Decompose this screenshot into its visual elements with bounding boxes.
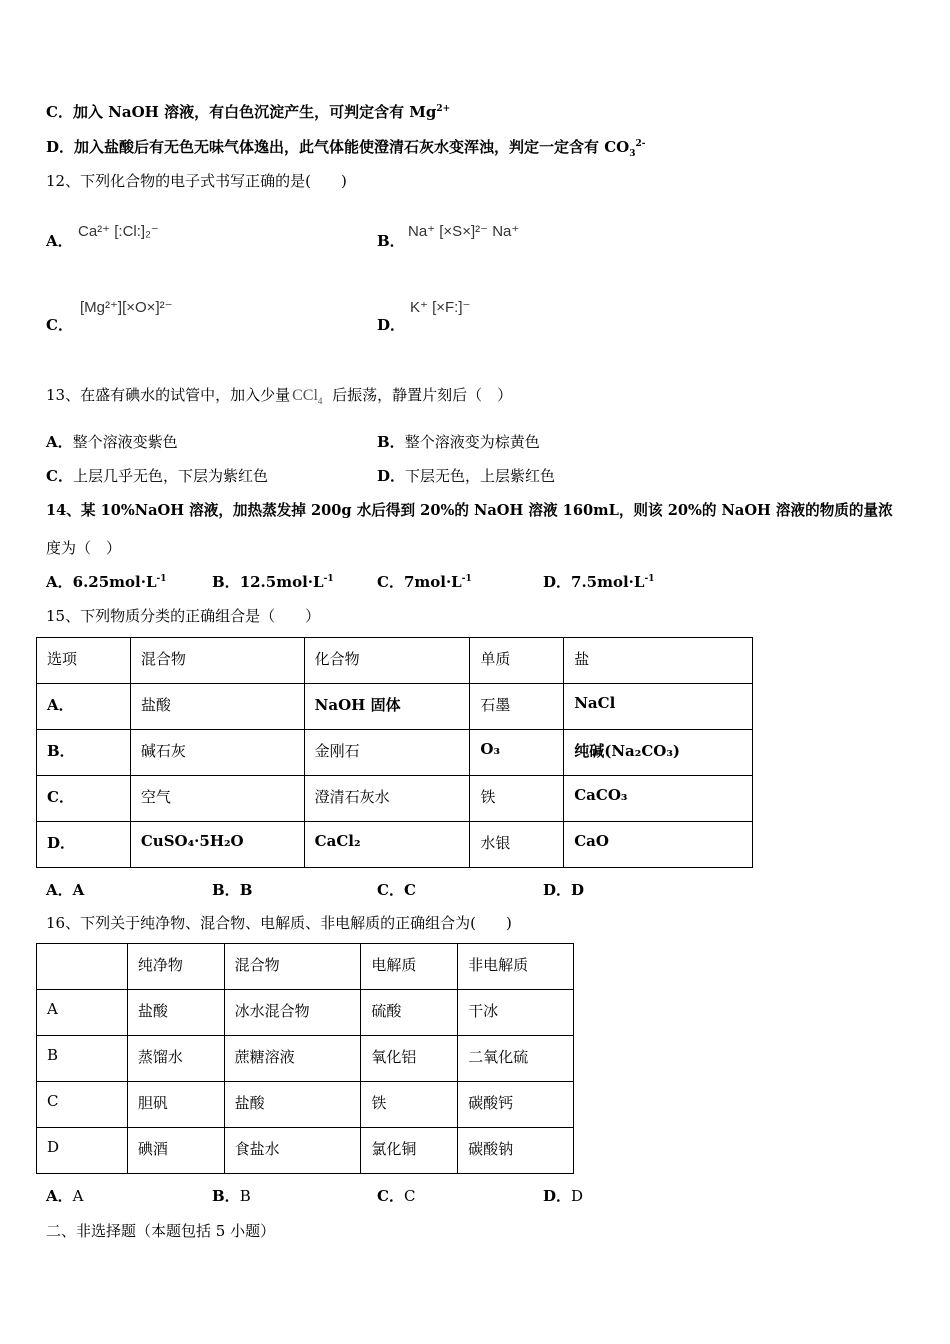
q14-stem-line2: 度为（ ） xyxy=(46,539,122,557)
table-row xyxy=(37,776,753,822)
option-text: B xyxy=(239,881,253,899)
table-row xyxy=(37,1036,574,1082)
superscript: 2+ xyxy=(436,104,451,114)
option-label: C． xyxy=(377,1187,404,1205)
table-cell: 胆矾 xyxy=(127,1082,224,1128)
q11-option-c xyxy=(46,102,450,122)
q13-option-c xyxy=(46,466,268,486)
superscript: -1 xyxy=(323,574,334,584)
q15-answer-c xyxy=(377,880,416,900)
q13-stem xyxy=(46,385,512,405)
table-row xyxy=(37,990,574,1036)
option-label: D． xyxy=(543,1187,572,1205)
table-header-cell: 选项 xyxy=(37,638,131,684)
table-cell: 澄清石灰水 xyxy=(304,776,470,822)
option-text: 加入盐酸后有无色无味气体逸出，此气体能使澄清石灰水变浑浊，判定一定含有 CO xyxy=(74,138,630,156)
table-cell: 冰水混合物 xyxy=(224,990,361,1036)
table-row xyxy=(37,1128,574,1174)
table-cell: O₃ xyxy=(470,730,564,776)
option-label: A． xyxy=(46,881,73,899)
table-cell: 空气 xyxy=(130,776,304,822)
table-header-cell: 盐 xyxy=(564,638,753,684)
option-text: 整个溶液变紫色 xyxy=(72,433,178,451)
table-cell: 氯化铜 xyxy=(361,1128,458,1174)
table-cell: A． xyxy=(37,684,131,730)
option-text: A xyxy=(72,1187,84,1205)
superscript: -1 xyxy=(461,574,472,584)
q12-option-b-label: B． xyxy=(377,232,405,250)
table-header-cell xyxy=(37,944,128,990)
q12-option-b-formula: Na⁺ [×S×]²⁻ Na⁺ xyxy=(408,223,520,240)
table-header-cell: 非电解质 xyxy=(458,944,574,990)
table-cell: 纯碱(Na₂CO₃) xyxy=(564,730,753,776)
option-text: 7.5mol·L xyxy=(571,573,645,591)
table-cell: C． xyxy=(37,776,131,822)
q16-answer-b xyxy=(212,1186,251,1206)
q12-option-d-label: D． xyxy=(377,316,406,334)
reagent-text: CCl xyxy=(292,387,318,404)
q14-option-c xyxy=(377,572,472,592)
table-cell: 干冰 xyxy=(458,990,574,1036)
table-cell: 铁 xyxy=(470,776,564,822)
option-label: B． xyxy=(212,573,240,591)
option-label: C． xyxy=(46,103,73,121)
q15-answer-b xyxy=(212,880,252,900)
q15-answer-a xyxy=(46,880,84,900)
table-cell: C xyxy=(37,1082,128,1128)
table-cell: 蒸馏水 xyxy=(127,1036,224,1082)
superscript: -1 xyxy=(644,574,655,584)
option-label: B． xyxy=(212,881,240,899)
table-row xyxy=(37,730,753,776)
q13-option-b xyxy=(377,432,540,452)
option-label: C． xyxy=(46,467,73,485)
table-cell: 碱石灰 xyxy=(130,730,304,776)
option-text: 加入 NaOH 溶液，有白色沉淀产生，可判定含有 Mg xyxy=(72,103,437,121)
option-text: A xyxy=(72,881,85,899)
option-label: D． xyxy=(543,881,572,899)
table-cell: CuSO₄·5H₂O xyxy=(130,822,304,868)
table-header-cell: 纯净物 xyxy=(127,944,224,990)
q15-table xyxy=(36,637,753,868)
table-header-cell: 电解质 xyxy=(361,944,458,990)
table-header-row xyxy=(37,944,574,990)
superscript: 2- xyxy=(635,139,646,149)
option-label: A． xyxy=(46,1187,73,1205)
table-cell: CaCl₂ xyxy=(304,822,470,868)
table-header-cell: 化合物 xyxy=(304,638,470,684)
table-row xyxy=(37,1082,574,1128)
q11-option-d xyxy=(46,137,646,157)
option-text: 7mol·L xyxy=(403,573,462,591)
table-cell: 盐酸 xyxy=(130,684,304,730)
option-label: D． xyxy=(543,573,572,591)
q14-option-d xyxy=(543,572,654,592)
table-cell: A xyxy=(37,990,128,1036)
table-cell: 碳酸钠 xyxy=(458,1128,574,1174)
q14-option-a xyxy=(46,572,167,592)
q12-option-c-label: C． xyxy=(46,316,73,334)
option-text: C xyxy=(403,881,416,899)
table-cell: 二氧化硫 xyxy=(458,1036,574,1082)
superscript: -1 xyxy=(156,574,167,584)
table-cell: 碳酸钙 xyxy=(458,1082,574,1128)
stem-text: 后振荡，静置片刻后（ ） xyxy=(332,386,513,404)
table-cell: 蔗糖溶液 xyxy=(224,1036,361,1082)
table-cell: 石墨 xyxy=(470,684,564,730)
table-header-cell: 混合物 xyxy=(130,638,304,684)
q13-option-a xyxy=(46,432,178,452)
option-label: C． xyxy=(377,881,404,899)
option-text: 6.25mol·L xyxy=(72,573,157,591)
table-cell: B． xyxy=(37,730,131,776)
subscript: 3 xyxy=(629,149,636,159)
option-label: C． xyxy=(377,573,404,591)
option-text: 整个溶液变为棕黄色 xyxy=(404,433,540,451)
q16-table xyxy=(36,943,574,1174)
table-header-cell: 单质 xyxy=(470,638,564,684)
q12-option-a-formula: Ca²⁺ [:Cl:]₂⁻ xyxy=(78,223,159,240)
option-text: C xyxy=(403,1187,416,1205)
option-label: B． xyxy=(212,1187,240,1205)
table-cell: 硫酸 xyxy=(361,990,458,1036)
section-2-title: 二、非选择题（本题包括 5 小题） xyxy=(46,1222,276,1240)
option-text: 下层无色，上层紫红色 xyxy=(405,467,556,485)
q12-option-c-formula: [Mg²⁺][×O×]²⁻ xyxy=(80,299,173,316)
table-cell: 水银 xyxy=(470,822,564,868)
table-cell: 盐酸 xyxy=(127,990,224,1036)
q13-option-d xyxy=(377,466,555,486)
table-cell: CaO xyxy=(564,822,753,868)
table-row xyxy=(37,822,753,868)
table-header-row xyxy=(37,638,753,684)
option-label: A． xyxy=(46,433,73,451)
table-cell: D． xyxy=(37,822,131,868)
option-label: B． xyxy=(377,433,405,451)
table-cell: D xyxy=(37,1128,128,1174)
option-label: D． xyxy=(46,138,75,156)
q16-stem: 16、下列关于纯净物、混合物、电解质、非电解质的正确组合为( ) xyxy=(46,914,512,932)
option-text: 上层几乎无色，下层为紫红色 xyxy=(72,467,268,485)
q15-stem: 15、下列物质分类的正确组合是（ ） xyxy=(46,607,321,625)
table-row xyxy=(37,684,753,730)
table-cell: NaOH 固体 xyxy=(304,684,470,730)
option-label: A． xyxy=(46,573,73,591)
table-cell: CaCO₃ xyxy=(564,776,753,822)
q14-stem-line1: 14、某 10%NaOH 溶液，加热蒸发掉 200g 水后得到 20%的 NaOH 溶液 160mL，则该 20%的 NaOH 溶液的物质的量浓 xyxy=(46,502,893,519)
option-text: D xyxy=(571,1187,584,1205)
reagent-subscript: 4 xyxy=(317,396,323,407)
option-label: D． xyxy=(377,467,406,485)
table-cell: B xyxy=(37,1036,128,1082)
table-cell: 盐酸 xyxy=(224,1082,361,1128)
table-header-cell: 混合物 xyxy=(224,944,361,990)
q14-option-b xyxy=(212,572,334,592)
reagent-formula xyxy=(292,386,322,406)
q15-answer-d xyxy=(543,880,584,900)
q16-answer-a xyxy=(46,1186,83,1206)
table-cell: 铁 xyxy=(361,1082,458,1128)
table-cell: NaCl xyxy=(564,684,753,730)
option-text: D xyxy=(571,881,585,899)
q16-answer-c xyxy=(377,1186,415,1206)
table-cell: 食盐水 xyxy=(224,1128,361,1174)
table-cell: 碘酒 xyxy=(127,1128,224,1174)
stem-text: 13、在盛有碘水的试管中，加入少量 xyxy=(46,386,291,404)
table-cell: 氧化铝 xyxy=(361,1036,458,1082)
q12-stem: 12、下列化合物的电子式书写正确的是( ) xyxy=(46,172,347,190)
table-cell: 金刚石 xyxy=(304,730,470,776)
option-text: 12.5mol·L xyxy=(239,573,324,591)
q12-option-a-label: A． xyxy=(46,232,73,250)
option-text: B xyxy=(239,1187,251,1205)
q12-option-d-formula: K⁺ [×F:]⁻ xyxy=(410,299,471,316)
q16-answer-d xyxy=(543,1186,583,1206)
